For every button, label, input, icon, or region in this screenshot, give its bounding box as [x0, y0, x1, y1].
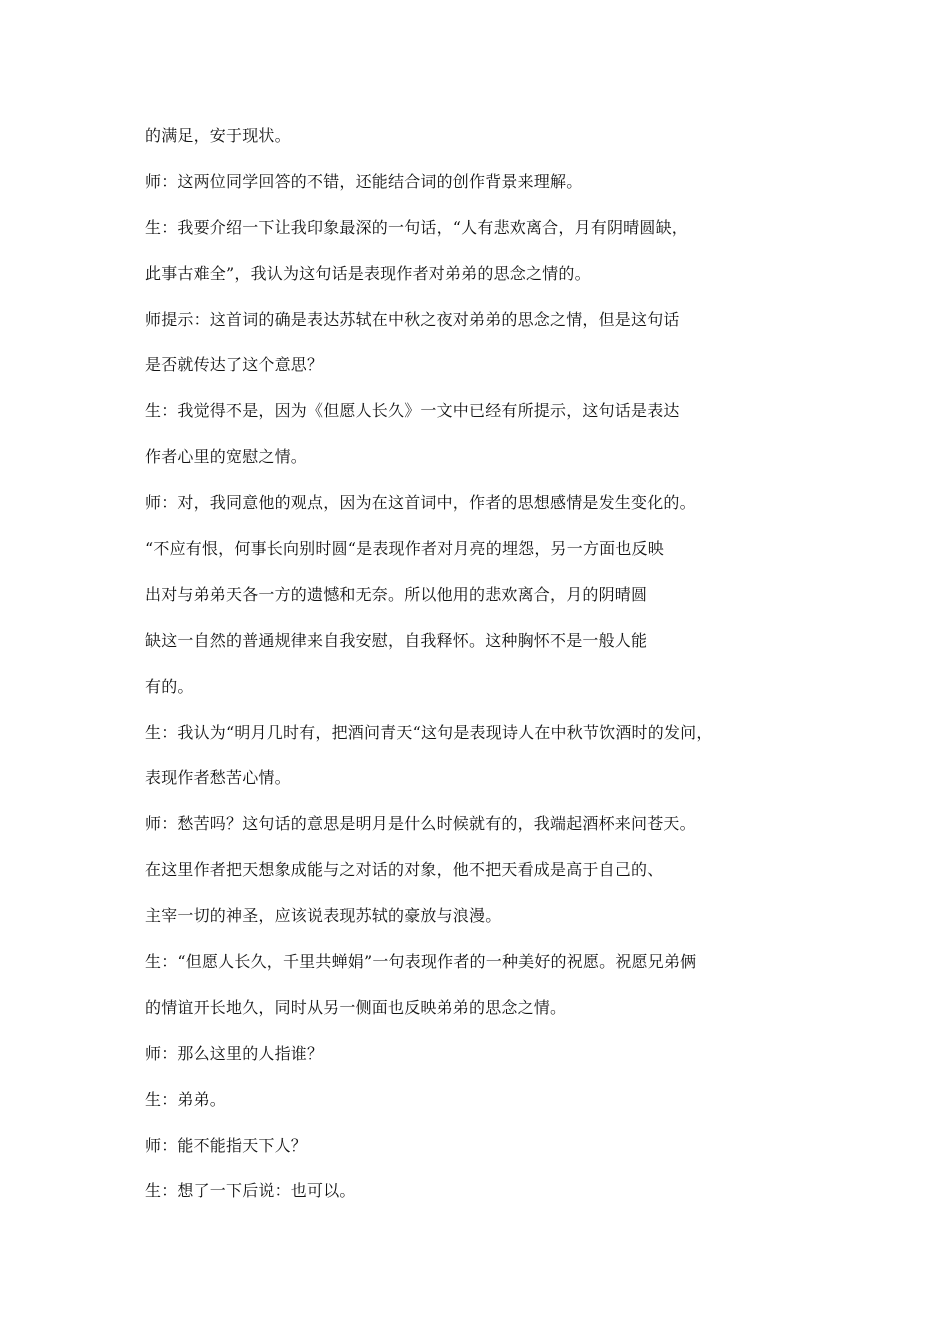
text-line: 缺这一自然的普通规律来自我安慰，自我释怀。这种胸怀不是一般人能	[145, 630, 648, 650]
text-line: 有的。	[145, 676, 194, 696]
text-line: 作者心里的宽慰之情。	[145, 447, 308, 467]
text-line: 主宰一切的神圣，应该说表现苏轼的豪放与浪漫。	[145, 906, 502, 926]
text-line: 师：这两位同学回答的不错，还能结合词的创作背景来理解。	[145, 171, 583, 191]
text-line: 师：愁苦吗？这句话的意思是明月是什么时候就有的，我端起酒杯来问苍天。	[145, 814, 696, 834]
text-line: “不应有恨，何事长向别时圆“是表现作者对月亮的埋怨，另一方面也反映	[145, 539, 664, 559]
text-line: 生：“但愿人长久，千里共蝉娟”一句表现作者的一种美好的祝愿。祝愿兄弟俩	[145, 952, 697, 972]
text-line: 生：弟弟。	[145, 1089, 227, 1109]
text-line: 师提示：这首词的确是表达苏轼在中秋之夜对弟弟的思念之情，但是这句话	[145, 309, 680, 329]
text-line: 在这里作者把天想象成能与之对话的对象，他不把天看成是高于自己的、	[145, 860, 664, 880]
text-line: 表现作者愁苦心情。	[145, 768, 291, 788]
text-line: 生：我觉得不是，因为《但愿人长久》一文中已经有所提示，这句话是表达	[145, 401, 680, 421]
text-line: 的情谊开长地久，同时从另一侧面也反映弟弟的思念之情。	[145, 997, 567, 1017]
text-line: 师：那么这里的人指谁？	[145, 1043, 324, 1063]
text-line: 出对与弟弟天各一方的遗憾和无奈。所以他用的悲欢离合，月的阴晴圆	[145, 584, 648, 604]
text-line: 此事古难全”，我认为这句话是表现作者对弟弟的思念之情的。	[145, 263, 591, 283]
text-line: 师：能不能指天下人？	[145, 1135, 308, 1155]
text-line: 的满足，安于现状。	[145, 126, 291, 145]
text-line: 生：想了一下后说：也可以。	[145, 1181, 356, 1201]
text-line: 是否就传达了这个意思？	[145, 355, 324, 375]
text-line: 生：我认为“明月几时有，把酒问青天“这句是表现诗人在中秋节饮酒时的发问，	[145, 722, 713, 742]
text-line: 生：我要介绍一下让我印象最深的一句话，“人有悲欢离合，月有阴晴圆缺，	[145, 217, 688, 237]
text-line: 师：对，我同意他的观点，因为在这首词中，作者的思想感情是发生变化的。	[145, 493, 696, 513]
dialogue-text	[145, 124, 845, 1225]
